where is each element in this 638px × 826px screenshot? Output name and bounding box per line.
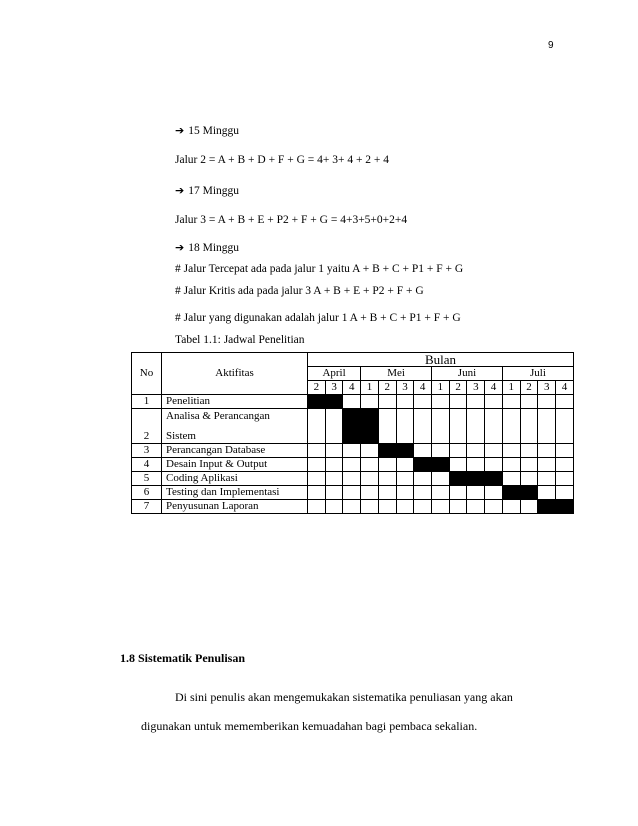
text-line-content: # Jalur Kritis ada pada jalur 3 A + B + E + P2 + F + G bbox=[175, 285, 424, 297]
schedule-cell bbox=[325, 486, 343, 500]
schedule-cell bbox=[343, 472, 361, 486]
schedule-cell bbox=[449, 444, 467, 458]
schedule-cell bbox=[538, 472, 556, 486]
text-line bbox=[175, 263, 463, 275]
text-line bbox=[175, 334, 305, 346]
row-number: 4 bbox=[132, 458, 162, 472]
schedule-cell bbox=[520, 472, 538, 486]
schedule-cell-filled bbox=[343, 409, 361, 444]
header-week: 3 bbox=[396, 381, 414, 395]
schedule-cell bbox=[449, 409, 467, 444]
schedule-cell bbox=[432, 444, 450, 458]
schedule-table bbox=[131, 352, 574, 514]
schedule-cell bbox=[485, 458, 503, 472]
table-row bbox=[132, 409, 574, 444]
header-no: No bbox=[132, 353, 162, 395]
schedule-cell bbox=[308, 486, 326, 500]
schedule-cell-filled bbox=[308, 395, 326, 409]
schedule-cell bbox=[396, 409, 414, 444]
row-number: 6 bbox=[132, 486, 162, 500]
table-row bbox=[132, 458, 574, 472]
header-week: 2 bbox=[520, 381, 538, 395]
schedule-cell bbox=[343, 395, 361, 409]
header-week: 3 bbox=[538, 381, 556, 395]
schedule-cell bbox=[485, 444, 503, 458]
schedule-cell bbox=[432, 472, 450, 486]
schedule-cell-filled bbox=[449, 472, 467, 486]
schedule-cell-filled bbox=[396, 444, 414, 458]
row-activity-line: Sistem bbox=[166, 430, 196, 442]
schedule-cell bbox=[467, 409, 485, 444]
text-line-content: 15 Minggu bbox=[188, 125, 240, 137]
text-line bbox=[175, 312, 461, 324]
header-month: Juni bbox=[432, 367, 503, 381]
schedule-cell bbox=[396, 500, 414, 514]
schedule-cell bbox=[449, 458, 467, 472]
text-line-content: 18 Minggu bbox=[188, 242, 240, 254]
schedule-cell bbox=[502, 409, 520, 444]
header-week: 2 bbox=[378, 381, 396, 395]
text-line-content: Jalur 3 = A + B + E + P2 + F + G = 4+3+5+0+2+4 bbox=[175, 214, 408, 226]
table-row bbox=[132, 395, 574, 409]
schedule-cell bbox=[538, 409, 556, 444]
paragraph-line-2: digunakan untuk mememberikan kemuadahan bagi pembaca sekalian. bbox=[141, 719, 478, 733]
text-line bbox=[175, 154, 389, 166]
text-line-content: # Jalur yang digunakan adalah jalur 1 A + B + C + P1 + F + G bbox=[175, 312, 461, 324]
row-activity bbox=[162, 409, 308, 444]
schedule-cell bbox=[485, 409, 503, 444]
header-month: April bbox=[308, 367, 361, 381]
table-row bbox=[132, 486, 574, 500]
schedule-cell bbox=[343, 444, 361, 458]
schedule-cell bbox=[308, 458, 326, 472]
schedule-cell bbox=[396, 458, 414, 472]
text-line-content: Tabel 1.1: Jadwal Penelitian bbox=[175, 334, 305, 346]
schedule-cell bbox=[467, 458, 485, 472]
schedule-cell-filled bbox=[325, 395, 343, 409]
schedule-cell bbox=[467, 395, 485, 409]
schedule-cell bbox=[449, 500, 467, 514]
paragraph-line-1: Di sini penulis akan mengemukakan sistematika penuliasan yang akan bbox=[175, 690, 513, 704]
schedule-cell-filled bbox=[378, 444, 396, 458]
schedule-cell-filled bbox=[414, 458, 432, 472]
schedule-cell bbox=[556, 444, 574, 458]
schedule-cell bbox=[538, 444, 556, 458]
section-heading: 1.8 Sistematik Penulisan bbox=[120, 651, 246, 665]
schedule-cell bbox=[502, 458, 520, 472]
schedule-cell bbox=[502, 472, 520, 486]
schedule-cell bbox=[556, 486, 574, 500]
schedule-cell-filled bbox=[467, 472, 485, 486]
schedule-cell bbox=[414, 472, 432, 486]
schedule-cell bbox=[414, 444, 432, 458]
schedule-cell bbox=[361, 472, 379, 486]
schedule-cell-filled bbox=[556, 500, 574, 514]
schedule-cell bbox=[361, 395, 379, 409]
header-month: Mei bbox=[361, 367, 432, 381]
text-line bbox=[175, 285, 424, 297]
arrow-right-icon: ➔ bbox=[175, 241, 185, 254]
schedule-cell bbox=[414, 409, 432, 444]
schedule-cell bbox=[396, 472, 414, 486]
schedule-cell bbox=[485, 500, 503, 514]
header-month-group: Bulan bbox=[308, 353, 574, 367]
text-line-content: 17 Minggu bbox=[188, 185, 240, 197]
schedule-cell bbox=[378, 409, 396, 444]
schedule-cell bbox=[556, 458, 574, 472]
header-week: 4 bbox=[343, 381, 361, 395]
schedule-cell bbox=[361, 458, 379, 472]
schedule-cell bbox=[414, 395, 432, 409]
row-activity: Perancangan Database bbox=[162, 444, 308, 458]
schedule-cell bbox=[308, 472, 326, 486]
text-line-content: Jalur 2 = A + B + D + F + G = 4+ 3+ 4 + 2 + 4 bbox=[175, 154, 390, 166]
row-number: 5 bbox=[132, 472, 162, 486]
text-line bbox=[175, 124, 239, 137]
schedule-cell bbox=[485, 486, 503, 500]
page-number: 9 bbox=[548, 40, 554, 51]
row-activity: Coding Aplikasi bbox=[162, 472, 308, 486]
header-week: 1 bbox=[432, 381, 450, 395]
text-line bbox=[175, 184, 239, 197]
schedule-cell bbox=[308, 409, 326, 444]
schedule-cell bbox=[308, 444, 326, 458]
schedule-cell bbox=[378, 486, 396, 500]
schedule-cell bbox=[343, 486, 361, 500]
schedule-cell bbox=[467, 486, 485, 500]
schedule-cell bbox=[378, 472, 396, 486]
header-week: 2 bbox=[449, 381, 467, 395]
text-line bbox=[175, 214, 407, 226]
header-week: 3 bbox=[467, 381, 485, 395]
schedule-cell bbox=[432, 500, 450, 514]
schedule-cell bbox=[538, 458, 556, 472]
table-row bbox=[132, 500, 574, 514]
schedule-cell bbox=[378, 458, 396, 472]
text-line-content: # Jalur Tercepat ada pada jalur 1 yaitu A + B + C + P1 + F + G bbox=[175, 263, 464, 275]
schedule-cell bbox=[325, 409, 343, 444]
schedule-cell bbox=[308, 500, 326, 514]
schedule-cell bbox=[414, 500, 432, 514]
schedule-cell bbox=[432, 395, 450, 409]
row-number: 3 bbox=[132, 444, 162, 458]
header-week: 4 bbox=[485, 381, 503, 395]
text-line bbox=[175, 241, 239, 254]
schedule-cell bbox=[467, 500, 485, 514]
schedule-cell bbox=[325, 500, 343, 514]
schedule-cell bbox=[361, 486, 379, 500]
schedule-cell bbox=[325, 444, 343, 458]
schedule-cell bbox=[502, 500, 520, 514]
schedule-cell-filled bbox=[502, 486, 520, 500]
schedule-cell bbox=[520, 500, 538, 514]
header-week: 1 bbox=[502, 381, 520, 395]
schedule-cell bbox=[556, 472, 574, 486]
header-activity: Aktifitas bbox=[162, 353, 308, 395]
table-row bbox=[132, 472, 574, 486]
schedule-cell bbox=[485, 395, 503, 409]
schedule-cell bbox=[378, 500, 396, 514]
header-week: 4 bbox=[414, 381, 432, 395]
schedule-cell bbox=[432, 409, 450, 444]
row-activity: Penyusunan Laporan bbox=[162, 500, 308, 514]
schedule-cell bbox=[378, 395, 396, 409]
schedule-cell bbox=[538, 486, 556, 500]
schedule-cell-filled bbox=[361, 409, 379, 444]
schedule-cell bbox=[556, 395, 574, 409]
schedule-cell bbox=[325, 472, 343, 486]
schedule-cell-filled bbox=[485, 472, 503, 486]
schedule-cell-filled bbox=[520, 486, 538, 500]
row-activity: Penelitian bbox=[162, 395, 308, 409]
row-activity: Desain Input & Output bbox=[162, 458, 308, 472]
header-week: 1 bbox=[361, 381, 379, 395]
schedule-cell bbox=[467, 444, 485, 458]
header-week: 2 bbox=[308, 381, 326, 395]
schedule-cell bbox=[343, 500, 361, 514]
table-row bbox=[132, 444, 574, 458]
schedule-cell-filled bbox=[432, 458, 450, 472]
schedule-cell bbox=[449, 395, 467, 409]
schedule-cell bbox=[343, 458, 361, 472]
schedule-cell bbox=[520, 409, 538, 444]
header-week: 3 bbox=[325, 381, 343, 395]
schedule-cell bbox=[361, 444, 379, 458]
schedule-cell bbox=[414, 486, 432, 500]
row-number: 1 bbox=[132, 395, 162, 409]
schedule-cell bbox=[538, 395, 556, 409]
schedule-cell bbox=[520, 444, 538, 458]
schedule-cell bbox=[396, 486, 414, 500]
row-number: 2 bbox=[132, 409, 162, 444]
schedule-cell bbox=[325, 458, 343, 472]
header-week: 4 bbox=[556, 381, 574, 395]
arrow-right-icon: ➔ bbox=[175, 124, 185, 137]
schedule-cell bbox=[502, 444, 520, 458]
row-activity-line: Analisa & Perancangan bbox=[166, 410, 270, 422]
schedule-cell bbox=[502, 395, 520, 409]
header-month: Juli bbox=[502, 367, 573, 381]
schedule-cell bbox=[449, 486, 467, 500]
schedule-cell bbox=[396, 395, 414, 409]
schedule-cell bbox=[520, 395, 538, 409]
schedule-cell bbox=[520, 458, 538, 472]
schedule-cell bbox=[432, 486, 450, 500]
schedule-cell bbox=[556, 409, 574, 444]
schedule-cell bbox=[361, 500, 379, 514]
row-activity: Testing dan Implementasi bbox=[162, 486, 308, 500]
schedule-cell-filled bbox=[538, 500, 556, 514]
row-number: 7 bbox=[132, 500, 162, 514]
arrow-right-icon: ➔ bbox=[175, 184, 185, 197]
